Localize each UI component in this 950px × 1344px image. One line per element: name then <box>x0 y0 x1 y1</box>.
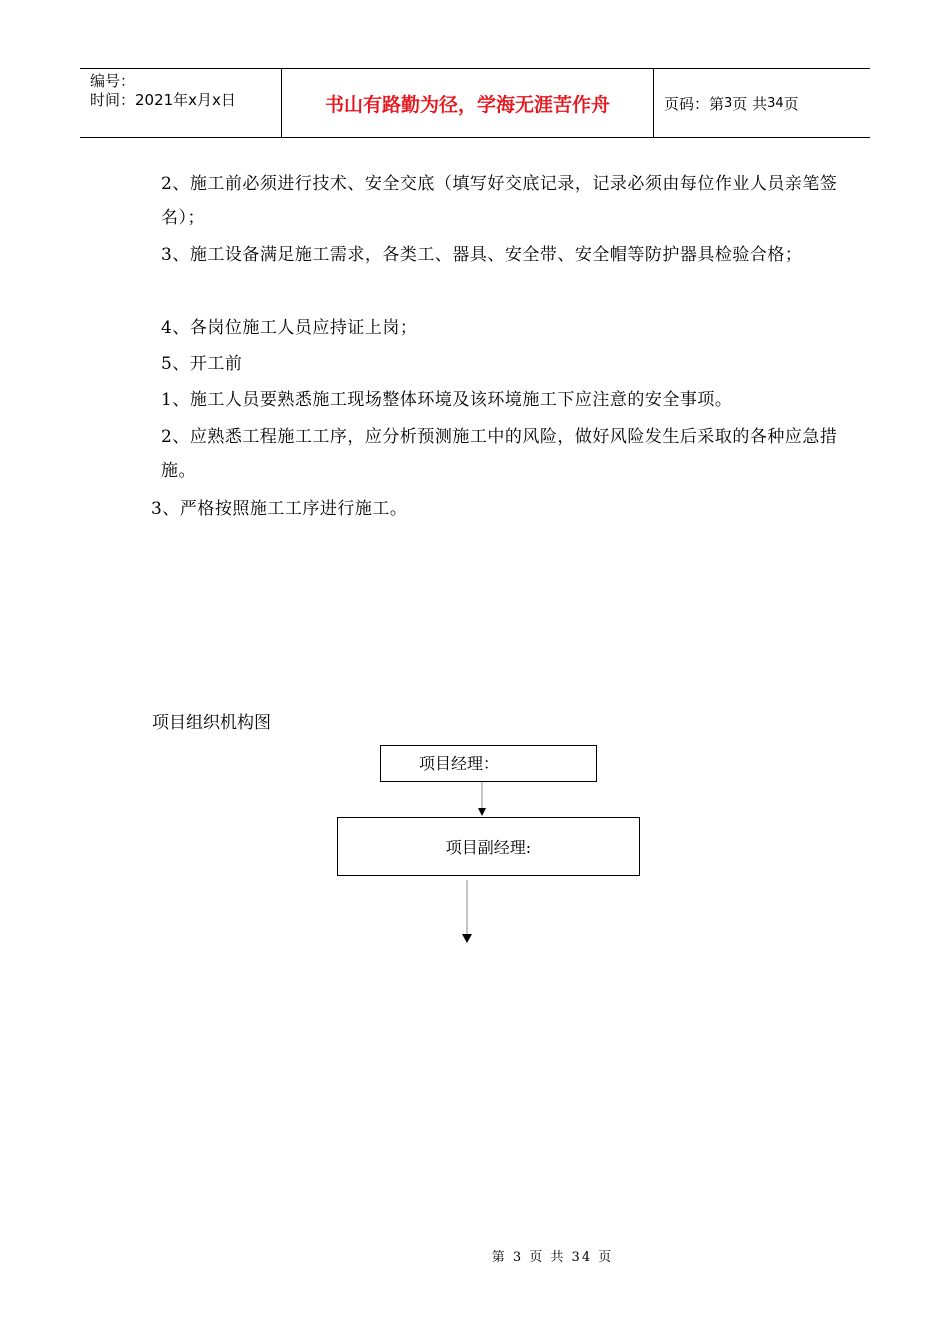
project-manager-label: 项目经理： <box>419 754 500 773</box>
page-label-mid: 页 共 <box>732 94 768 113</box>
paragraph-text: 5、开工前 <box>161 354 243 374</box>
paragraph-text: 1、施工人员要熟悉施工现场整体环境及该环境施工下应注意的安全事项。 <box>161 390 733 410</box>
header-motto: 书山有路勤为径，学海无涯苦作舟 <box>281 69 654 137</box>
serial-number-label: 编号： <box>90 72 136 90</box>
page-current: 3 <box>724 95 733 111</box>
page-footer <box>0 1246 950 1265</box>
date-label: 时间：2021年x月x日 <box>90 91 236 109</box>
paragraph-text: 2、应熟悉工程施工工序，应分析预测施工中的风险，做好风险发生后采取的各种应急措施。 <box>161 427 838 481</box>
page-total: 34 <box>767 95 784 111</box>
arrow-head <box>462 934 472 943</box>
arrow-head <box>478 808 486 816</box>
paragraph-text: 4、各岗位施工人员应持证上岗； <box>161 318 418 338</box>
footer-page-number: 第 3 页 共 34 页 <box>491 1250 614 1265</box>
paragraph-text: 3、严格按照施工工序进行施工。 <box>151 499 408 519</box>
org-chart-title: 项目组织机构图 <box>152 713 271 733</box>
page-label-suffix: 页 <box>783 94 799 113</box>
page-label-prefix: 页码：第 <box>664 94 725 113</box>
paragraph-text: 2、施工前必须进行技术、安全交底（填写好交底记录，记录必须由每位作业人员亲笔签名）； <box>161 174 838 228</box>
deputy-manager-label: 项目副经理: <box>445 838 532 857</box>
paragraph-text: 3、施工设备满足施工需求，各类工、器具、安全带、安全帽等防护器具检验合格； <box>161 245 803 265</box>
